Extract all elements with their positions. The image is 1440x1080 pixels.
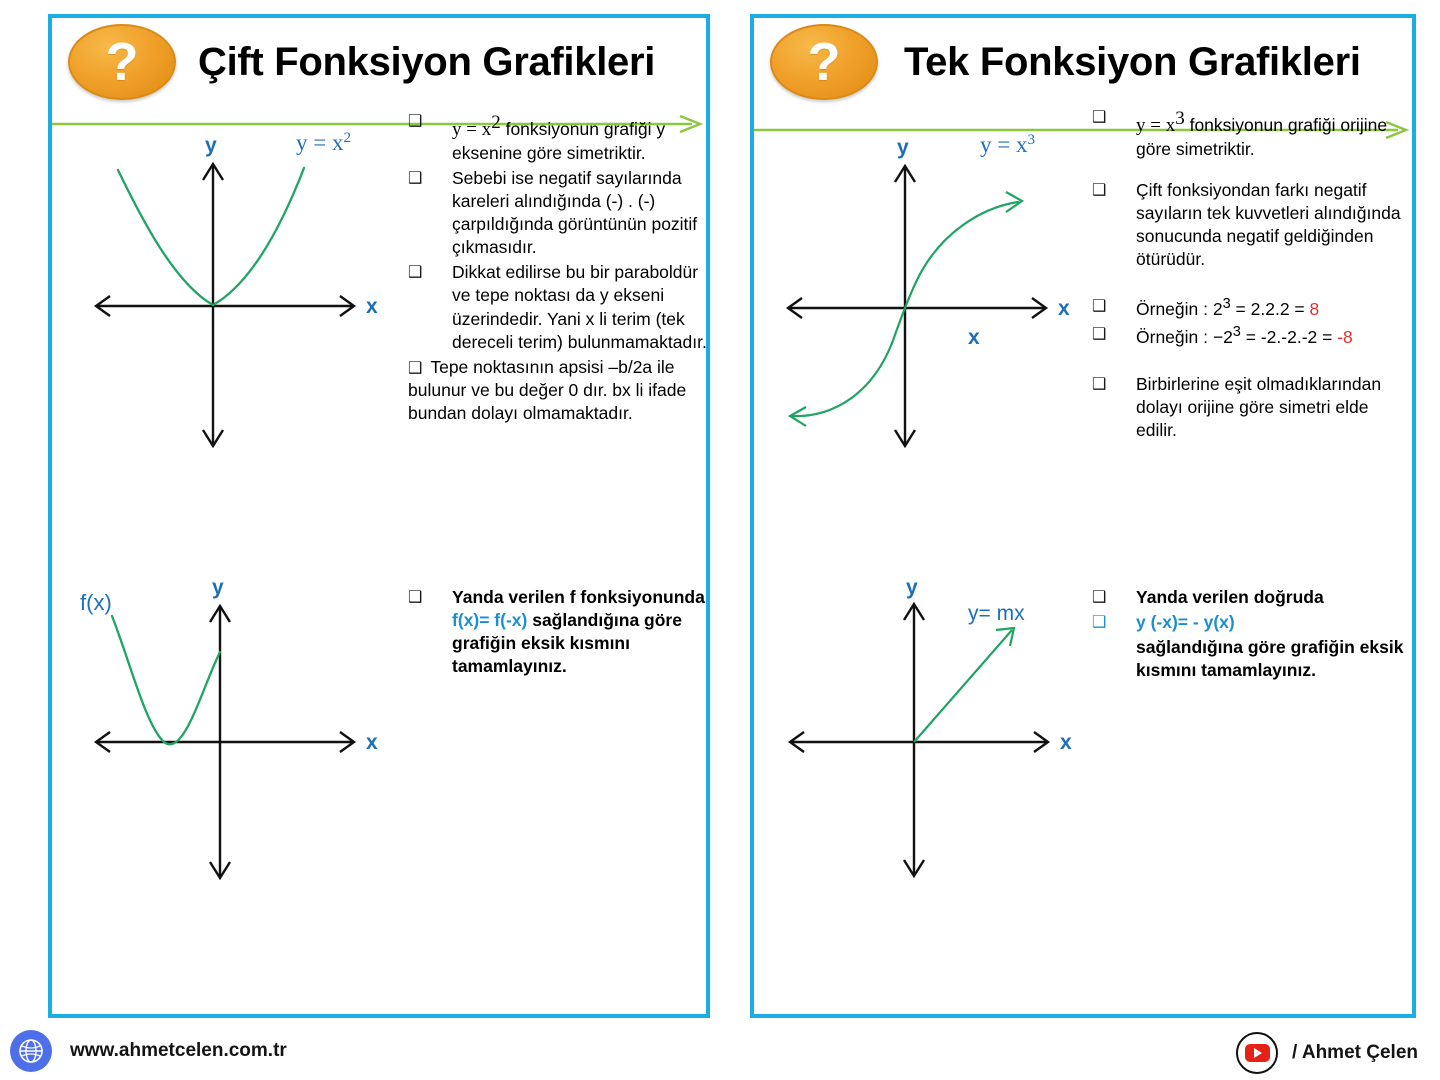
bullet-item bbox=[1092, 586, 1412, 609]
bullet-item bbox=[1092, 611, 1412, 634]
bullet-item bbox=[1092, 106, 1412, 161]
graph-cubic-y-equals-x-cubed bbox=[772, 126, 1082, 466]
formula-exponent: 2 bbox=[491, 112, 501, 133]
question-mark-icon bbox=[770, 24, 878, 100]
bullet-item bbox=[1092, 636, 1412, 682]
task-text-part1: Yanda verilen f fonksiyonunda bbox=[452, 587, 705, 607]
left-panel-text-top bbox=[408, 110, 708, 425]
footer-youtube[interactable] bbox=[1236, 1032, 1418, 1074]
graph-parabola-x-label: x bbox=[366, 295, 378, 318]
example-item bbox=[1092, 295, 1412, 321]
bullet-text: Dikkat edilirse bu bir paraboldür ve tepe noktası da y ekseni üzerindedir. Yani x li terim (tek dereceli terim) bulunmamaktadır. bbox=[452, 262, 707, 352]
task-formula: y (-x)= - y(x) bbox=[1136, 612, 1235, 633]
graph-partial-x-label: x bbox=[366, 731, 378, 754]
checkbox-bullet-icon: ❑ bbox=[1092, 107, 1107, 126]
example-result: -8 bbox=[1337, 327, 1353, 348]
panel-left-header bbox=[52, 18, 706, 106]
checkbox-bullet-icon: ❑ bbox=[408, 587, 423, 606]
graph-parabola-y-equals-x-squared bbox=[80, 128, 390, 458]
bullet-item bbox=[1092, 373, 1412, 442]
checkbox-bullet-icon: ❑ bbox=[408, 262, 423, 282]
bullet-item bbox=[408, 110, 708, 165]
page-footer bbox=[0, 1028, 1440, 1080]
graph-line-curve-label: y= mx bbox=[968, 602, 1025, 625]
left-panel-text-bottom bbox=[408, 586, 708, 680]
checkbox-bullet-icon: ❑ bbox=[1092, 587, 1107, 606]
graph-cubic-x-label-extra: x bbox=[968, 326, 980, 349]
bullet-text: Sebebi ise negatif sayılarında kareleri alındığında (-) . (-) çarpıldığında görüntünün pozitif çıkmasıdır. bbox=[452, 168, 698, 258]
bullet-text: Birbirlerine eşit olmadıklarından dolayı orijine göre simetri elde edilir. bbox=[1136, 374, 1382, 441]
website-url-text: www.ahmetcelen.com.tr bbox=[70, 1040, 287, 1061]
panel-right-header bbox=[754, 18, 1412, 106]
question-mark-icon bbox=[68, 24, 176, 100]
task-text-line2: sağlandığına göre grafiğin eksik kısmını tamamlayınız. bbox=[1136, 637, 1404, 681]
graph-parabola-y-label: y bbox=[205, 134, 217, 157]
formula-base: y = x bbox=[1136, 114, 1176, 136]
graph-partial-y-label: y bbox=[212, 576, 224, 599]
right-panel-text-top bbox=[1092, 106, 1412, 445]
checkbox-bullet-icon: ❑ bbox=[408, 168, 423, 187]
graph-parabola-curve-label: $y = x^2$ bbox=[296, 129, 352, 155]
formula-base: y = x bbox=[452, 118, 492, 140]
bullet-item bbox=[1092, 179, 1412, 271]
example-middle: = 2.2.2 = bbox=[1230, 299, 1310, 320]
example-exponent: 3 bbox=[1232, 324, 1241, 341]
panel-odd-functions bbox=[750, 14, 1416, 1018]
checkbox-bullet-icon: ❑ bbox=[1092, 612, 1107, 632]
graph-partial-fx-label: f(x) bbox=[80, 590, 112, 615]
example-label: Örneğin : −2 bbox=[1136, 327, 1233, 348]
bullet-text: Çift fonksiyondan farkı negatif sayıların tek kuvvetleri alındığında sonucunda negatif geldiğinden ötürüdür. bbox=[1136, 180, 1401, 270]
question-mark-glyph: ? bbox=[807, 32, 841, 92]
example-exponent: 3 bbox=[1222, 296, 1231, 313]
youtube-channel-text: / Ahmet Çelen bbox=[1292, 1042, 1418, 1063]
panel-left-body bbox=[52, 106, 706, 996]
bullet-text bbox=[1136, 295, 1412, 321]
youtube-icon bbox=[1236, 1032, 1278, 1074]
right-panel-text-bottom bbox=[1092, 586, 1412, 684]
question-mark-glyph: ? bbox=[105, 32, 139, 92]
panel-left-title: Çift Fonksiyon Grafikleri bbox=[198, 39, 656, 84]
task-text-part2: sağlandığına göre grafiğin eksik kısmını tamamlayınız. bbox=[452, 610, 682, 677]
checkbox-bullet-icon: ❑ bbox=[1092, 296, 1107, 316]
panel-right-body bbox=[754, 106, 1412, 996]
graph-line-y-equals-mx bbox=[772, 574, 1092, 894]
graph-line-y-label: y bbox=[906, 576, 918, 599]
bullet-item bbox=[408, 167, 708, 259]
checkbox-bullet-icon: ❑ bbox=[1092, 180, 1107, 199]
bullet-item bbox=[408, 261, 708, 353]
graph-cubic-x-label: x bbox=[1058, 297, 1070, 320]
graph-partial-even-function bbox=[74, 576, 394, 896]
bullet-text bbox=[452, 586, 708, 678]
bullet-text bbox=[1136, 106, 1412, 161]
task-formula: f(x)= f(-x) bbox=[452, 610, 528, 631]
graph-cubic-y-label: y bbox=[897, 136, 909, 159]
panel-right-title: Tek Fonksiyon Grafikleri bbox=[904, 39, 1361, 84]
bullet-text: Tepe noktasının apsisi –b/2a ile bulunur ve bu değer 0 dır. bx li ifade bundan dolayı olmamaktadır. bbox=[408, 356, 687, 423]
bullet-item-flowing bbox=[408, 356, 708, 425]
example-item bbox=[1092, 323, 1412, 349]
formula-exponent: 3 bbox=[1175, 108, 1185, 129]
footer-website[interactable] bbox=[10, 1030, 287, 1072]
checkbox-bullet-icon: ❑ bbox=[408, 111, 423, 130]
panel-even-functions bbox=[48, 14, 710, 1018]
graph-line-x-label: x bbox=[1060, 731, 1072, 754]
play-triangle-icon bbox=[1254, 1048, 1262, 1058]
example-result: 8 bbox=[1309, 299, 1320, 320]
bullet-text bbox=[1136, 323, 1412, 349]
graph-cubic-curve-label: $y = x^3$ bbox=[980, 131, 1036, 157]
task-text-line1: Yanda verilen doğruda bbox=[1136, 587, 1324, 607]
globe-icon bbox=[10, 1030, 52, 1072]
bullet-sentence: fonksiyonun grafiği y eksenine göre simetriktir. bbox=[452, 118, 666, 163]
bullet-sentence: fonksiyonun grafiği orijine göre simetriktir. bbox=[1136, 114, 1388, 159]
bullet-text bbox=[452, 110, 708, 165]
example-label: Örneğin : 2 bbox=[1136, 299, 1223, 320]
bullet-item bbox=[408, 586, 708, 678]
checkbox-bullet-icon: ❑ bbox=[1092, 324, 1107, 344]
checkbox-bullet-icon: ❑ bbox=[408, 357, 423, 377]
checkbox-bullet-icon: ❑ bbox=[1092, 374, 1107, 394]
youtube-play-badge bbox=[1245, 1044, 1270, 1062]
example-middle: = -2.-2.-2 = bbox=[1240, 327, 1338, 348]
